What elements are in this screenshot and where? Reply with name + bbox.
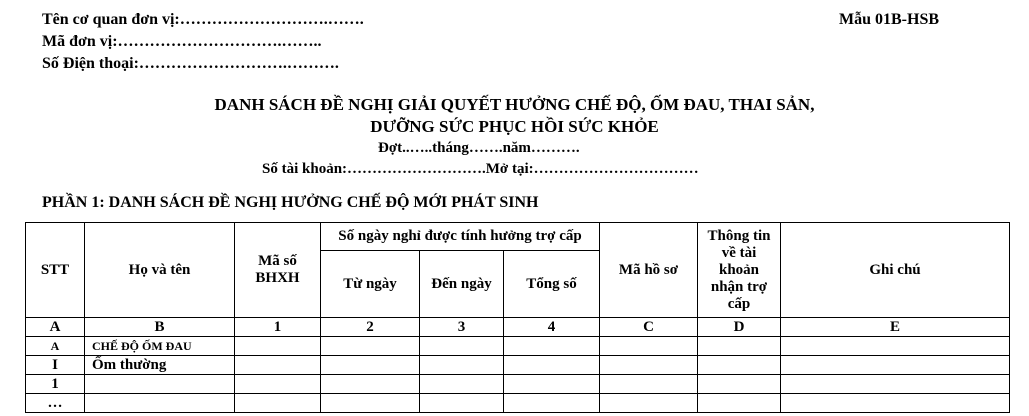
phone-field: Số Điện thoại:……………………….……….	[42, 55, 339, 72]
header-total: Tổng số	[504, 251, 600, 318]
column-code: A	[26, 318, 85, 337]
cell-bhxh[interactable]	[235, 375, 321, 394]
header-stt: STT	[26, 223, 85, 318]
header-from-date: Từ ngày	[321, 251, 420, 318]
cell-note[interactable]	[781, 394, 1010, 413]
account-info-line: cấp	[727, 295, 751, 312]
cell-to-date[interactable]	[420, 337, 504, 356]
table-row	[26, 394, 1010, 413]
row-name: Ốm thường	[85, 356, 235, 375]
row-stt: A	[26, 337, 85, 356]
column-code: E	[781, 318, 1010, 337]
cell-total[interactable]	[504, 394, 600, 413]
account-line: Số tài khoản:……………………….Mở tại:……………………………	[262, 161, 699, 177]
column-code: 2	[321, 318, 420, 337]
cell-note[interactable]	[781, 375, 1010, 394]
unit-code-field: Mã đơn vị:………………………….……..	[42, 33, 322, 50]
column-code: 3	[420, 318, 504, 337]
row-stt: 1	[26, 375, 85, 394]
cell-to-date[interactable]	[420, 394, 504, 413]
row-stt: I	[26, 356, 85, 375]
cell-bhxh[interactable]	[235, 356, 321, 375]
cell-from-date[interactable]	[321, 356, 420, 375]
cell-bhxh[interactable]	[235, 337, 321, 356]
header-days-group: Số ngày nghỉ được tính hưởng trợ cấp	[321, 223, 600, 251]
cell-file-code[interactable]	[600, 356, 698, 375]
account-info-line: Thông tin	[707, 227, 771, 244]
header-bhxh-line2: BHXH	[255, 270, 300, 286]
cell-account-info[interactable]	[698, 394, 781, 413]
header-account-info	[698, 223, 781, 318]
header-bhxh-line1: Mã số	[258, 253, 297, 269]
header-note: Ghi chú	[781, 223, 1010, 318]
cell-note[interactable]	[781, 337, 1010, 356]
table-row	[26, 375, 1010, 394]
benefit-table	[25, 222, 1010, 413]
header-row-1	[26, 223, 1010, 251]
form-code: Mẫu 01B-HSB	[839, 11, 940, 28]
account-info-line: về tài	[721, 244, 757, 261]
section-title: PHẦN 1: DANH SÁCH ĐỀ NGHỊ HƯỞNG CHẾ ĐỘ MỚI PHÁT SINH	[42, 194, 539, 211]
row-name[interactable]	[85, 375, 235, 394]
account-info-line: nhận trợ	[710, 278, 768, 295]
agency-name-field: Tên cơ quan đơn vị:……………………….…….	[42, 11, 364, 28]
row-name[interactable]	[85, 394, 235, 413]
header-name: Họ và tên	[85, 223, 235, 318]
row-stt: …	[26, 394, 85, 413]
account-info-line: khoản	[718, 261, 760, 278]
header-to-date: Đến ngày	[420, 251, 504, 318]
cell-from-date[interactable]	[321, 394, 420, 413]
column-code: B	[85, 318, 235, 337]
cell-note[interactable]	[781, 356, 1010, 375]
header-file-code: Mã hồ sơ	[600, 223, 698, 318]
cell-to-date[interactable]	[420, 375, 504, 394]
cell-account-info[interactable]	[698, 356, 781, 375]
column-code: D	[698, 318, 781, 337]
cell-from-date[interactable]	[321, 375, 420, 394]
document-title-line2: DƯỠNG SỨC PHỤC HỒI SỨC KHỎE	[370, 117, 659, 136]
row-name: CHẾ ĐỘ ỐM ĐAU	[85, 337, 235, 356]
cell-bhxh[interactable]	[235, 394, 321, 413]
cell-to-date[interactable]	[420, 356, 504, 375]
column-code: 1	[235, 318, 321, 337]
cell-total[interactable]	[504, 375, 600, 394]
cell-account-info[interactable]	[698, 337, 781, 356]
column-code-row	[26, 318, 1010, 337]
cell-file-code[interactable]	[600, 394, 698, 413]
header-bhxh	[235, 223, 321, 318]
table-row	[26, 356, 1010, 375]
document-title-line1: DANH SÁCH ĐỀ NGHỊ GIẢI QUYẾT HƯỞNG CHẾ ĐỘ, ỐM ĐAU, THAI SẢN,	[214, 95, 815, 114]
column-code: C	[600, 318, 698, 337]
column-code: 4	[504, 318, 600, 337]
cell-from-date[interactable]	[321, 337, 420, 356]
cell-file-code[interactable]	[600, 375, 698, 394]
table-row	[26, 337, 1010, 356]
cell-total[interactable]	[504, 356, 600, 375]
cell-total[interactable]	[504, 337, 600, 356]
cell-file-code[interactable]	[600, 337, 698, 356]
period-line: Đợt..…..tháng…….năm……….	[378, 140, 580, 156]
cell-account-info[interactable]	[698, 375, 781, 394]
